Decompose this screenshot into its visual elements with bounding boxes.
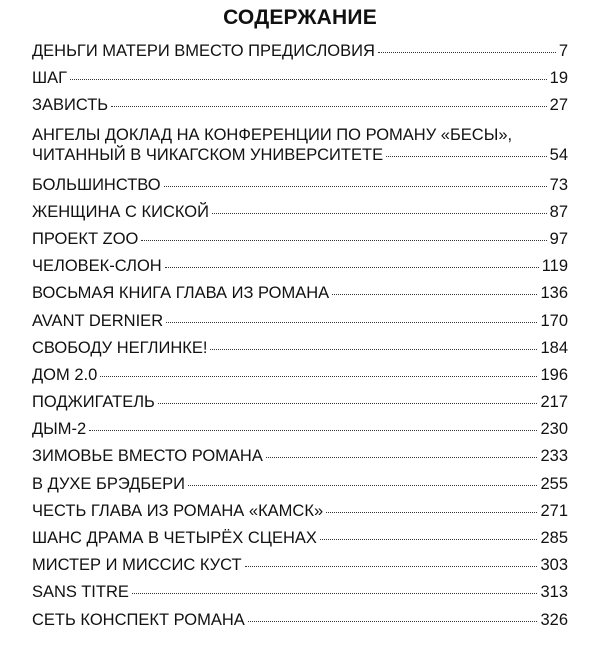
toc-entry — [32, 502, 568, 529]
toc-entry — [32, 230, 568, 257]
toc-entry — [32, 124, 568, 176]
toc-entry-page: 303 — [540, 556, 568, 575]
toc-entry-title: ЗИМОВЬЕ ВМЕСТО РОМАНА — [32, 447, 263, 466]
leader-dots — [386, 156, 547, 157]
toc-entry-page: 119 — [541, 257, 568, 276]
toc-entry-title: ШАГ — [32, 69, 68, 88]
toc-entry-page: 87 — [549, 202, 568, 221]
leader-dots — [100, 376, 537, 377]
leader-dots — [165, 267, 539, 268]
toc-entry-title: СВОБОДУ НЕГЛИНКЕ! — [32, 338, 208, 357]
toc-entry — [32, 529, 568, 556]
toc-entry-title: ДОМ 2.0 — [32, 365, 98, 384]
toc-entry-title: ЧЕЛОВЕК-СЛОН — [32, 257, 162, 276]
toc-entry-page: 170 — [540, 311, 568, 330]
leader-dots — [266, 457, 538, 458]
toc-entry-title: В ДУХЕ БРЭДБЕРИ — [32, 474, 186, 493]
toc-entry-title: SANS TITRE — [32, 583, 129, 602]
toc-entry-page: 97 — [549, 229, 568, 248]
toc-entry — [32, 257, 568, 284]
toc-entry-title: ВОСЬМАЯ КНИГА ГЛАВА ИЗ РОМАНА — [32, 284, 330, 303]
toc-entry — [32, 366, 568, 393]
toc-entry-page: 255 — [540, 474, 568, 493]
leader-dots — [70, 79, 547, 80]
toc-entry — [32, 203, 568, 230]
leader-dots — [141, 240, 546, 241]
leader-dots — [212, 213, 547, 214]
toc-entry-page: 136 — [540, 284, 568, 303]
toc-entry-page: 271 — [540, 501, 568, 520]
toc-entry — [32, 42, 568, 69]
toc-entry-title: ДЕНЬГИ МАТЕРИ ВМЕСТО ПРЕДИСЛОВИЯ — [32, 42, 375, 60]
leader-dots — [132, 593, 538, 594]
toc-entry — [32, 284, 568, 311]
toc-entry-title: AVANT DERNIER — [32, 311, 164, 330]
leader-dots — [332, 294, 537, 295]
toc-entry-title: ПРОЕКТ ZOO — [32, 229, 139, 248]
leader-dots — [164, 186, 547, 187]
toc-entry — [32, 69, 568, 96]
toc-entry — [32, 176, 568, 203]
leader-dots — [326, 512, 537, 513]
toc-entry-title: ЗАВИСТЬ — [32, 96, 109, 115]
page-title: СОДЕРЖАНИЕ — [223, 6, 377, 29]
toc-entry — [32, 447, 568, 474]
toc-entry — [32, 583, 568, 610]
toc-entry-page: 73 — [549, 175, 568, 194]
toc-entry-title: ПОДЖИГАТЕЛЬ — [32, 393, 155, 412]
leader-dots — [320, 539, 538, 540]
toc-entry — [32, 556, 568, 583]
leader-dots — [188, 485, 537, 486]
toc-entry — [32, 420, 568, 447]
toc-entry-page: 54 — [549, 145, 568, 164]
toc-entry-title-line1: АНГЕЛЫ ДОКЛАД НА КОНФЕРЕНЦИИ ПО РОМАНУ «БЕСЫ», — [32, 125, 513, 144]
toc-entry-title: ЖЕНЩИНА С КИСКОЙ — [32, 202, 209, 221]
toc-entry-page: 326 — [540, 610, 568, 629]
toc-entry — [32, 393, 568, 420]
toc-entry-page: 19 — [549, 69, 568, 88]
toc-entry-page: 285 — [540, 529, 568, 547]
leader-dots — [166, 322, 537, 323]
toc-entry-title-line2: ЧИТАННЫЙ В ЧИКАГСКОМ УНИВЕРСИТЕТЕ — [32, 145, 384, 164]
toc-entry-title: ЧЕСТЬ ГЛАВА ИЗ РОМАНА «КАМСК» — [32, 501, 324, 520]
leader-dots — [89, 430, 537, 431]
leader-dots — [111, 106, 547, 107]
toc-entry-page: 313 — [540, 583, 568, 602]
toc-entry-title: МИСТЕР И МИССИС КУСТ — [32, 556, 242, 575]
toc-entry — [32, 611, 568, 638]
toc-entry-page: 7 — [558, 42, 568, 60]
toc-entry-title: БОЛЬШИНСТВО — [32, 175, 161, 194]
leader-dots — [378, 52, 556, 53]
toc-entry-title: ДЫМ-2 — [32, 420, 87, 439]
leader-dots — [158, 403, 538, 404]
toc-entry-page: 196 — [540, 365, 568, 384]
toc-entry — [32, 475, 568, 502]
toc-entry-page: 184 — [540, 338, 568, 357]
leader-dots — [245, 566, 538, 567]
toc-entry — [32, 96, 568, 123]
toc-entry-title: ШАНС ДРАМА В ЧЕТЫРЁХ СЦЕНАХ — [32, 529, 317, 547]
leader-dots — [210, 349, 537, 350]
toc-entry — [32, 339, 568, 366]
leader-dots — [248, 621, 538, 622]
toc-entry — [32, 312, 568, 339]
table-of-contents — [32, 42, 568, 638]
toc-entry-page: 230 — [540, 420, 568, 439]
toc-entry-page: 233 — [540, 447, 568, 466]
toc-entry-title: СЕТЬ КОНСПЕКТ РОМАНА — [32, 610, 245, 629]
toc-entry-page: 217 — [540, 393, 568, 412]
toc-entry-page: 27 — [549, 96, 568, 115]
